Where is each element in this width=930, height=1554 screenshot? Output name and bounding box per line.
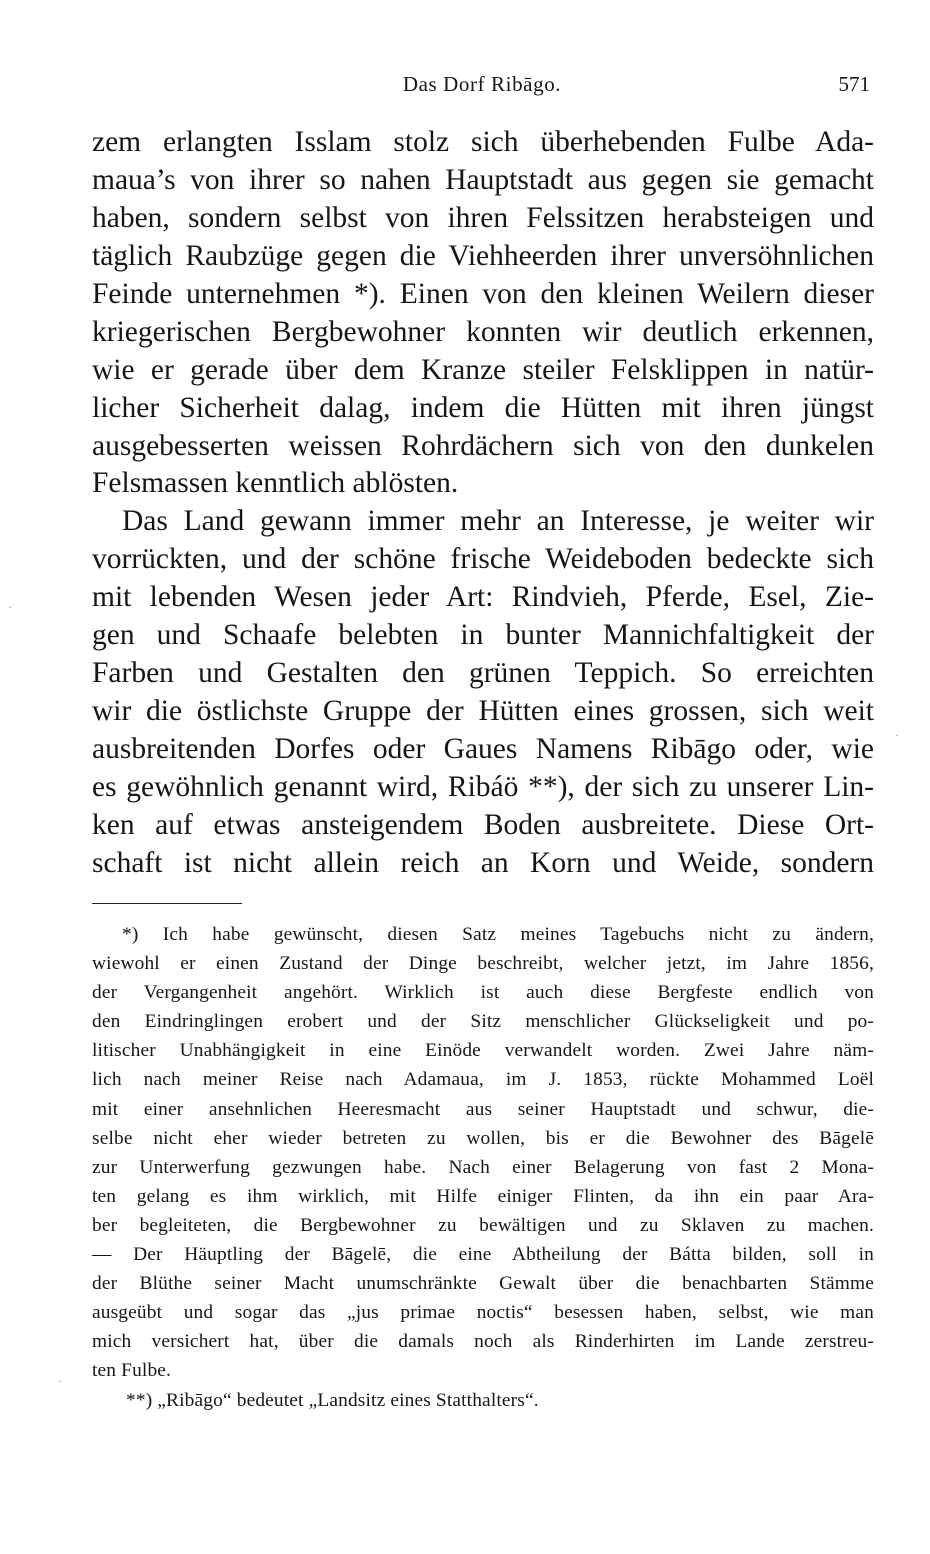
footnote-line: **) „Ribāgo“ bedeutet „Landsitz eines Statthalters“. — [126, 1389, 539, 1411]
scan-speck: · — [8, 600, 12, 614]
footnote-line: litischer Unabhängigkeit in eine Einöde verwandelt worden. Zwei Jahre näm- — [92, 1040, 874, 1062]
footnote-line: der Vergangenheit angehört. Wirklich ist auch diese Bergfeste endlich von — [92, 982, 874, 1004]
text-line: Farben und Gestalten den grünen Teppich. So erreichten — [92, 657, 874, 690]
footnote-line: selbe nicht eher wieder betreten zu wollen, bis er die Bewohner des Bāgelē — [92, 1127, 874, 1149]
text-line: es gewöhnlich genannt wird, Ribáö **), der sich zu unserer Lin- — [92, 770, 874, 803]
footnote-line: — Der Häuptling der Bāgelē, die eine Abtheilung der Bátta bilden, soll in — [92, 1244, 874, 1266]
text-line: ausgebesserten weissen Rohrdächern sich von den dunkelen — [92, 429, 874, 462]
text-line: ken auf etwas ansteigendem Boden ausbreitete. Diese Ort- — [92, 808, 874, 841]
footnote-line: lich nach meiner Reise nach Adamaua, im J. 1853, rückte Mohammed Loël — [92, 1069, 874, 1091]
text-line: kriegerischen Bergbewohner konnten wir deutlich erkennen, — [92, 315, 874, 348]
text-line: licher Sicherheit dalag, indem die Hütten mit ihren jüngst — [92, 391, 874, 424]
text-line: Feinde unternehmen *). Einen von den kleinen Weilern dieser — [92, 277, 874, 310]
footnote-line: ten gelang es ihm wirklich, mit Hilfe einiger Flinten, da ihn ein paar Ara- — [92, 1185, 874, 1207]
page-number: 571 — [838, 72, 870, 96]
footnote-line: ber begleiteten, die Bergbewohner zu bewältigen und zu Sklaven zu machen. — [92, 1214, 874, 1236]
text-line: Felsmassen kenntlich ablösten. — [92, 467, 459, 500]
text-line: ausbreitenden Dorfes oder Gaues Namens Ribāgo oder, wie — [92, 733, 874, 765]
text-line: gen und Schaafe belebten in bunter Mannichfaltigkeit der — [92, 619, 874, 652]
footnote-line: *) Ich habe gewünscht, diesen Satz meines Tagebuchs nicht zu ändern, — [122, 924, 874, 945]
footnotes — [92, 920, 874, 1415]
footnote-line: mit einer ansehnlichen Heeresmacht aus seiner Hauptstadt und schwur, die- — [92, 1098, 874, 1120]
footnote-line: ten Fulbe. — [92, 1360, 172, 1382]
footnote-line: den Eindringlingen erobert und der Sitz menschlicher Glückseligkeit und po- — [92, 1011, 874, 1033]
footnote-divider — [92, 903, 242, 904]
text-line: Das Land gewann immer mehr an Interesse, je weiter wir — [122, 505, 874, 538]
footnote-line: zur Unterwerfung gezwungen habe. Nach einer Belagerung von fast 2 Mona- — [92, 1156, 874, 1178]
text-line: mit lebenden Wesen jeder Art: Rindvieh, Pferde, Esel, Zie- — [92, 581, 874, 614]
text-line: schaft ist nicht allein reich an Korn und Weide, sondern — [92, 846, 874, 879]
scan-speck: · — [58, 1374, 62, 1388]
text-line: täglich Raubzüge gegen die Viehheerden ihrer unversöhnlichen — [92, 239, 874, 272]
page-header — [92, 72, 872, 102]
text-line: wie er gerade über dem Kranze steiler Felsklippen in natür- — [92, 353, 874, 386]
running-title: Das Dorf Ribāgo. — [402, 72, 562, 96]
text-line: wir die östlichste Gruppe der Hütten eines grossen, sich weit — [92, 695, 874, 728]
text-line: zem erlangten Isslam stolz sich überhebenden Fulbe Ada- — [92, 126, 874, 158]
text-line: maua’s von ihrer so nahen Hauptstadt aus gegen sie gemacht — [92, 163, 874, 196]
footnote-line: der Blüthe seiner Macht unumschränkte Gewalt über die benachbarten Stämme — [92, 1273, 874, 1295]
scan-speck: · — [895, 728, 899, 742]
footnote-line: ausgeübt und sogar das „jus primae noctis“ besessen haben, selbst, wie man — [92, 1302, 874, 1324]
footnote-line: wiewohl er einen Zustand der Dinge beschreibt, welcher jetzt, im Jahre 1856, — [92, 953, 874, 975]
text-line: vorrückten, und der schöne frische Weideboden bedeckte sich — [92, 543, 874, 576]
footnote-line: mich versichert hat, über die damals noch als Rinderhirten im Lande zerstreu- — [92, 1331, 874, 1353]
main-text — [92, 124, 874, 883]
text-line: haben, sondern selbst von ihren Felssitzen herabsteigen und — [92, 201, 874, 234]
